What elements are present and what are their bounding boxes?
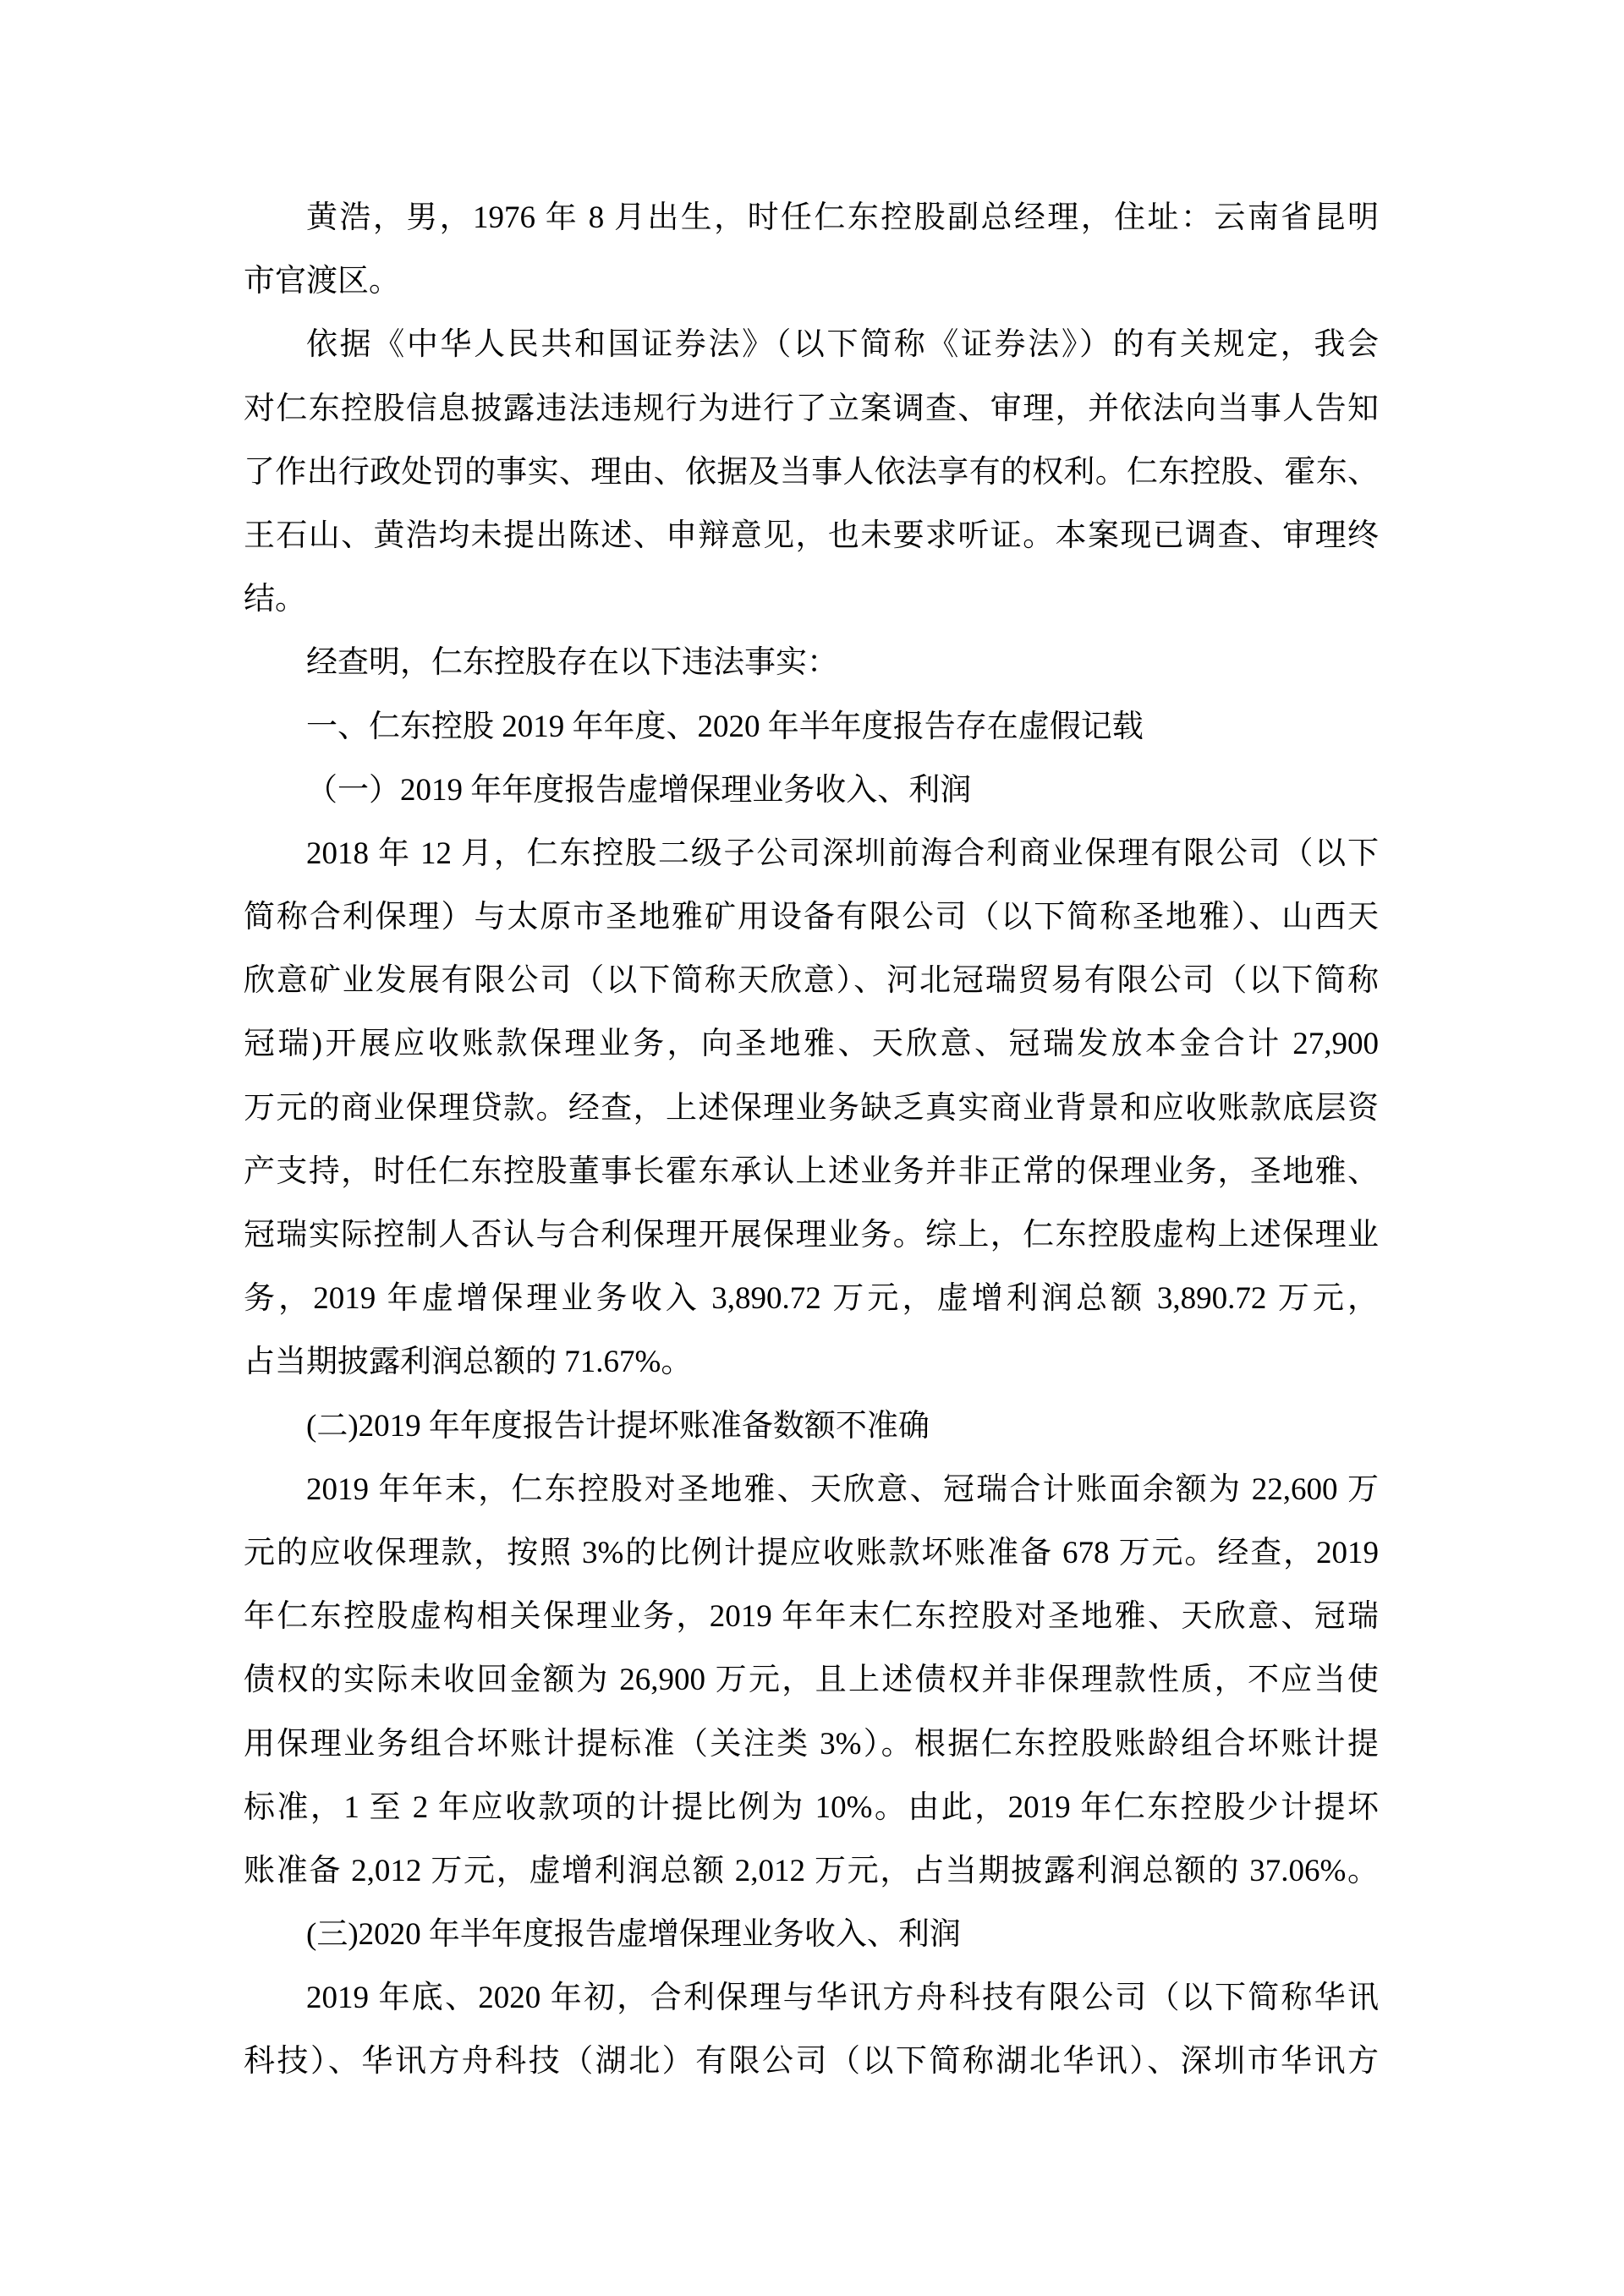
text-block — [244, 186, 1379, 2094]
text-line: 债权的实际未收回金额为 26,900 万元，且上述债权并非保理款性质，不应当使 — [244, 1663, 1379, 1698]
text-line: 2019 年年末，仁东控股对圣地雅、天欣意、冠瑞合计账面余额为 22,600 万 — [306, 1471, 1379, 1507]
text-line: 科技）、华讯方舟科技（湖北）有限公司（以下简称湖北华讯）、深圳市华讯方 — [244, 2044, 1379, 2080]
text-line: 黄浩，男，1976 年 8 月出生，时任仁东控股副总经理，住址：云南省昆明 — [306, 200, 1379, 235]
text-line: 简称合利保理）与太原市圣地雅矿用设备有限公司（以下简称圣地雅）、山西天 — [244, 900, 1379, 935]
text-line: 冠瑞实际控制人否认与合利保理开展保理业务。综上，仁东控股虚构上述保理业 — [244, 1218, 1379, 1252]
text-line: 市官渡区。 — [244, 264, 400, 299]
text-line: 占当期披露利润总额的 71.67%。 — [244, 1345, 693, 1380]
text-line: 经查明，仁东控股存在以下违法事实： — [306, 645, 838, 681]
text-line: 2018 年 12 月，仁东控股二级子公司深圳前海合利商业保理有限公司（以下 — [306, 836, 1379, 871]
text-line: 年仁东控股虚构相关保理业务，2019 年年末仁东控股对圣地雅、天欣意、冠瑞 — [244, 1599, 1379, 1635]
text-line: 用保理业务组合坏账计提标准（关注类 3%）。根据仁东控股账龄组合坏账计提 — [244, 1726, 1379, 1762]
text-line: 元的应收保理款，按照 3%的比例计提应收账款坏账准备 678 万元。经查，2019 — [244, 1535, 1379, 1570]
text-line: 账准备 2,012 万元，虚增利润总额 2,012 万元，占当期披露利润总额的 37.06%。 — [244, 1853, 1379, 1888]
text-line: 依据《中华人民共和国证券法》（以下简称《证券法》）的有关规定，我会 — [306, 327, 1379, 363]
text-line: 王石山、黄浩均未提出陈述、申辩意见，也未要求听证。本案现已调查、审理终 — [244, 518, 1379, 553]
text-line: 结。 — [244, 582, 306, 617]
text-line: 一、仁东控股 2019 年年度、2020 年半年度报告存在虚假记载 — [306, 709, 1144, 744]
text-line: 欣意矿业发展有限公司（以下简称天欣意）、河北冠瑞贸易有限公司（以下简称 — [244, 963, 1379, 999]
text-line: 对仁东控股信息披露违法违规行为进行了立案调查、审理，并依法向当事人告知 — [244, 391, 1379, 426]
text-line: 了作出行政处罚的事实、理由、依据及当事人依法享有的权利。仁东控股、霍东、 — [244, 454, 1379, 490]
text-line: (二)2019 年年度报告计提坏账准备数额不准确 — [306, 1408, 930, 1444]
text-line: 务，2019 年虚增保理业务收入 3,890.72 万元，虚增利润总额 3,890.72 万元， — [244, 1281, 1379, 1317]
text-line: 冠瑞)开展应收账款保理业务，向圣地雅、天欣意、冠瑞发放本金合计 27,900 — [244, 1027, 1379, 1062]
text-line: 2019 年底、2020 年初，合利保理与华讯方舟科技有限公司（以下简称华讯 — [306, 1981, 1379, 2016]
text-line: 标准，1 至 2 年应收款项的计提比例为 10%。由此，2019 年仁东控股少计提坏 — [244, 1789, 1379, 1825]
text-line: （一）2019 年年度报告虚增保理业务收入、利润 — [306, 772, 972, 808]
text-line: 万元的商业保理贷款。经查，上述保理业务缺乏真实商业背景和应收账款底层资 — [244, 1090, 1379, 1126]
text-line: 产支持，时任仁东控股董事长霍东承认上述业务并非正常的保理业务，圣地雅、 — [244, 1153, 1379, 1189]
text-line: (三)2020 年半年度报告虚增保理业务收入、利润 — [306, 1917, 961, 1953]
